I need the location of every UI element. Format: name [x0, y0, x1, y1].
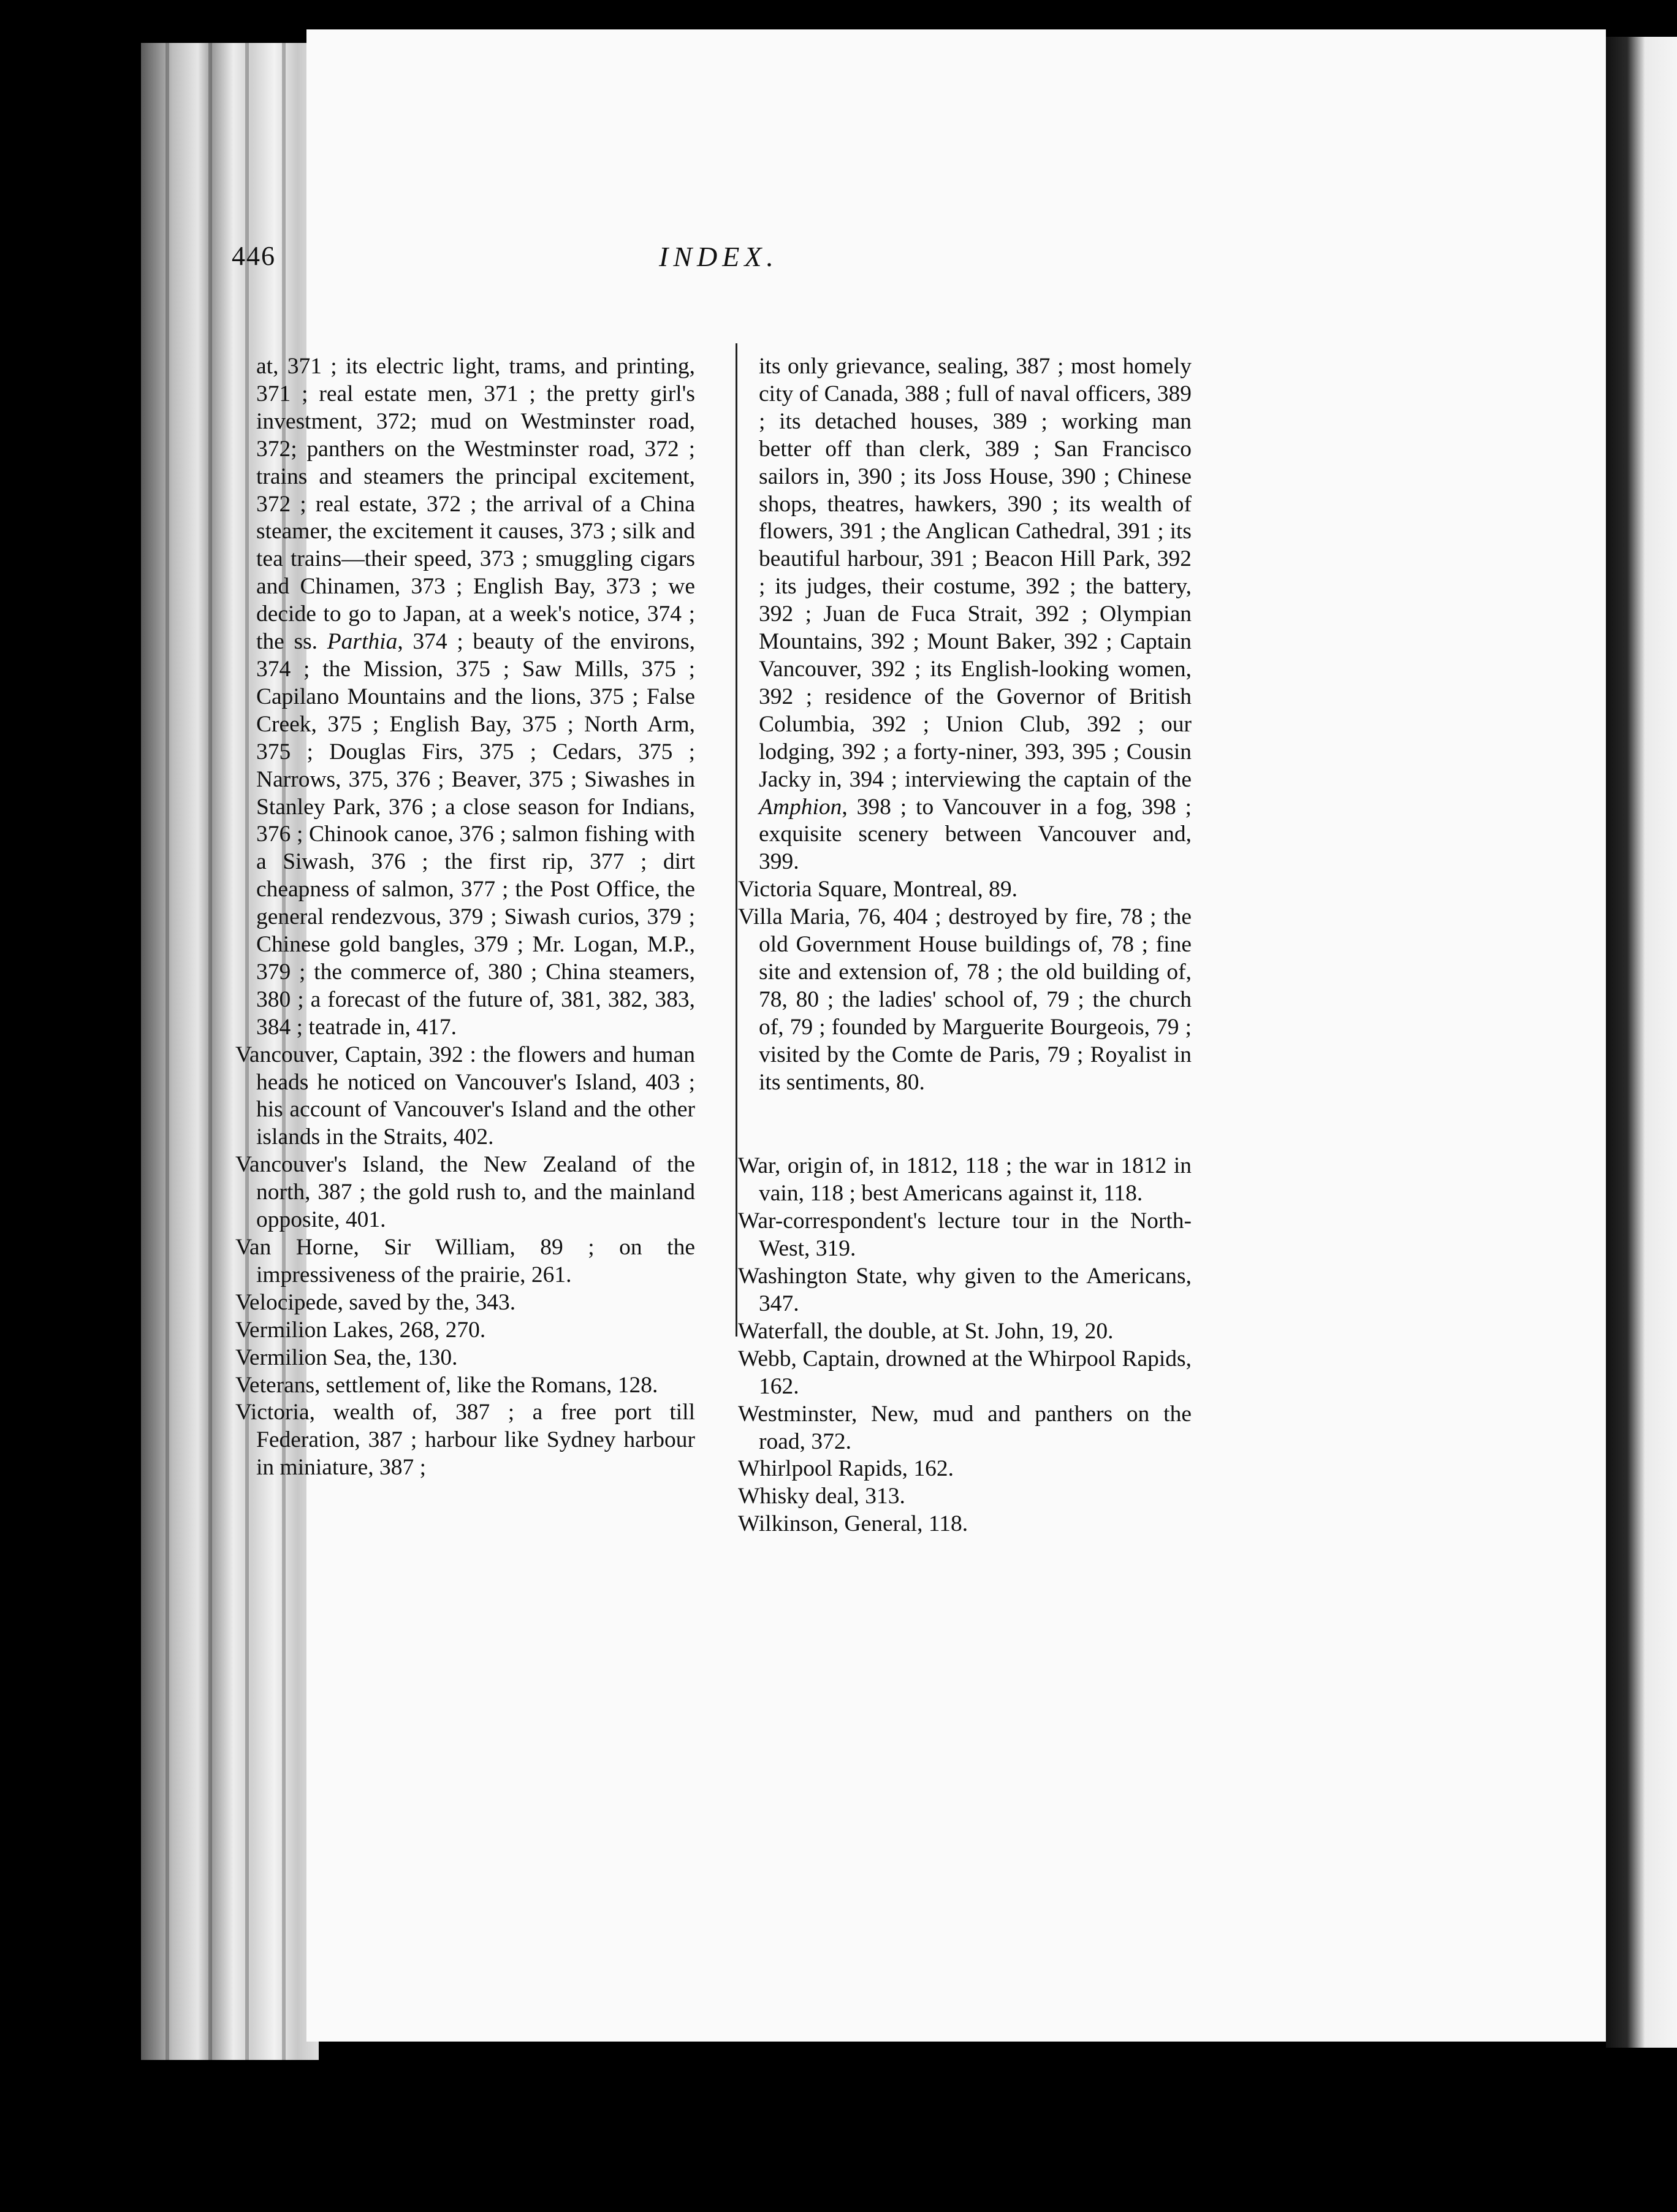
- letter-section-gap: [738, 1096, 1192, 1153]
- index-entry: Webb, Captain, drowned at the Whirpool Rapids, 162.: [738, 1346, 1192, 1399]
- index-entry: Victoria, wealth of, 387 ; a free port till Federation, 387 ; harbour like Sydney harbour in miniature, 387 ;: [235, 1400, 695, 1481]
- index-entry: Wilkinson, General, 118.: [738, 1511, 968, 1537]
- index-entry: Vermilion Lakes, 268, 270.: [235, 1317, 486, 1343]
- next-page-edge: [1606, 37, 1677, 2048]
- index-column-right: [738, 353, 1192, 1538]
- index-entry: War-correspondent's lecture tour in the North-West, 319.: [738, 1208, 1192, 1262]
- index-entry: Vancouver, Captain, 392 : the flowers and human heads he noticed on Vancouver's Island, 403 ; his account of Vancouver's Island and the other islands in the Straits, 402.: [235, 1042, 695, 1150]
- index-entry: Whirlpool Rapids, 162.: [738, 1456, 954, 1482]
- index-column-left: [235, 353, 695, 1482]
- index-entry: Van Horne, Sir William, 89 ; on the impressiveness of the prairie, 261.: [235, 1235, 695, 1287]
- index-entry: Veterans, settlement of, like the Romans, 128.: [235, 1372, 658, 1398]
- index-entry: Victoria Square, Montreal, 89.: [738, 877, 1017, 902]
- index-entry: Villa Maria, 76, 404 ; destroyed by fire, 78 ; the old Government House buildings of, 78 ; fine site and extension of, 78 ; the old building of, 78, 80 ; the ladies' school of, 79 ; the church of, 79 ; founded by Marguerite Bourgeois, 79 ; visited by the Comte de Paris, 79 ; Royalist in its sentiments, 80.: [738, 904, 1192, 1095]
- index-entry: at, 371 ; its electric light, trams, and printing, 371 ; real estate men, 371 ; the pretty girl's investment, 372; mud on Westminster road, 372; panthers on the Westminster road, 372 ; trains and steamers the principal excitement, 372 ; real estate, 372 ; the arrival of a China steamer, the excitement it causes, 373 ; silk and tea trains—their speed, 373 ; smuggling cigars and Chinamen, 373 ; English Bay, 373 ; we decide to go to Japan, at a week's notice, 374 ; the ss. Parthia, 374 ; beauty of the environs, 374 ; the Mission, 375 ; Saw Mills, 375 ; Capilano Mountains and the lions, 375 ; False Creek, 375 ; English Bay, 375 ; North Arm, 375 ; Douglas Firs, 375 ; Cedars, 375 ; Narrows, 375, 376 ; Beaver, 375 ; Siwashes in Stanley Park, 376 ; a close season for Indians, 376 ; Chinook canoe, 376 ; salmon fishing with a Siwash, 376 ; the first rip, 377 ; dirt cheapness of salmon, 377 ; the Post Office, the general rendezvous, 379 ; Siwash curios, 379 ; Chinese gold bangles, 379 ; Mr. Logan, M.P., 379 ; the commerce of, 380 ; China steamers, 380 ; a forecast of the future of, 381, 382, 383, 384 ; teatrade in, 417.: [256, 354, 696, 1040]
- index-entry: Waterfall, the double, at St. John, 19, 20.: [738, 1318, 1114, 1344]
- index-entry: its only grievance, sealing, 387 ; most homely city of Canada, 388 ; full of naval officers, 389 ; its detached houses, 389 ; working man better off than clerk, 389 ; San Francisco sailors in, 390 ; its Joss House, 390 ; Chinese shops, theatres, hawkers, 390 ; its wealth of flowers, 391 ; the Anglican Cathedral, 391 ; its beautiful harbour, 391 ; Beacon Hill Park, 392 ; its judges, their costume, 392 ; the battery, 392 ; Juan de Fuca Strait, 392 ; Olympian Mountains, 392 ; Mount Baker, 392 ; Captain Vancouver, 392 ; its English-looking women, 392 ; residence of the Governor of British Columbia, 392 ; Union Club, 392 ; our lodging, 392 ; a forty-niner, 393, 395 ; Cousin Jacky in, 394 ; interviewing the captain of the Amphion, 398 ; to Vancouver in a fog, 398 ; exquisite scenery between Vancouver and, 399.: [759, 354, 1192, 875]
- index-entry: Vermilion Sea, the, 130.: [235, 1344, 458, 1370]
- index-entry: Washington State, why given to the Americans, 347.: [738, 1264, 1192, 1316]
- column-divider: [736, 343, 737, 1337]
- index-entry: Velocipede, saved by the, 343.: [235, 1289, 516, 1315]
- index-entry: Whisky deal, 313.: [738, 1484, 905, 1509]
- index-entry: War, origin of, in 1812, 118 ; the war in 1812 in vain, 118 ; best Americans against it, 118.: [738, 1153, 1192, 1207]
- index-entry: Vancouver's Island, the New Zealand of the north, 387 ; the gold rush to, and the mainland opposite, 401.: [235, 1152, 695, 1233]
- index-entry: Westminster, New, mud and panthers on the road, 372.: [738, 1401, 1192, 1454]
- page-number: 446: [232, 241, 276, 271]
- running-head: INDEX.: [659, 241, 778, 272]
